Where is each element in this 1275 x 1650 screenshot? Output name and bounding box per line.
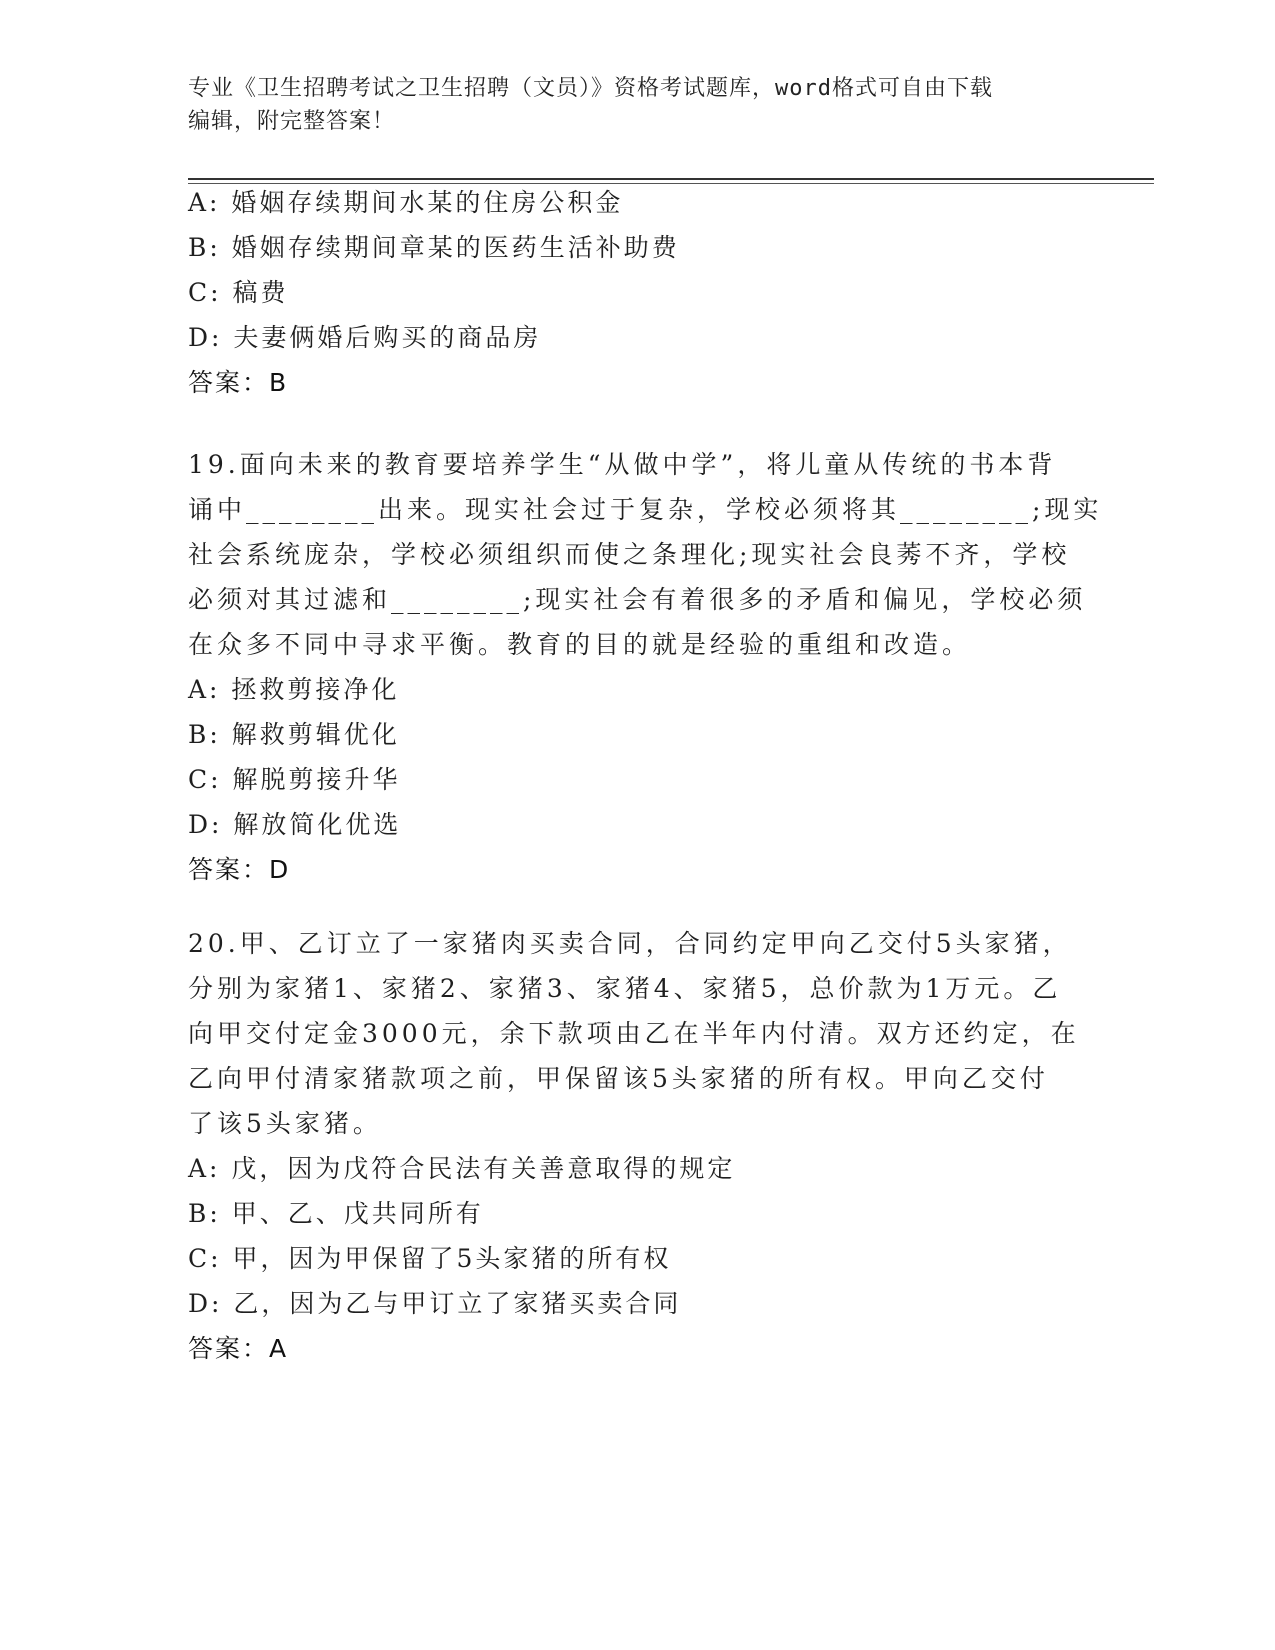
q19-stem-line-4: 必须对其过滤和________;现实社会有着很多的矛盾和偏见，学校必须	[188, 585, 1087, 614]
q20-option-b: B: 甲、乙、戊共同所有	[188, 1199, 484, 1228]
q19-answer: 答案：D	[188, 855, 291, 884]
q20-option-d: D: 乙，因为乙与甲订立了家猪买卖合同	[188, 1289, 682, 1318]
header-line-2: 编辑，附完整答案！	[188, 109, 396, 134]
q20-option-c: C: 甲，因为甲保留了5头家猪的所有权	[188, 1244, 672, 1273]
q20-stem-line-3: 向甲交付定金3000元，余下款项由乙在半年内付清。双方还约定，在	[188, 1019, 1080, 1048]
q19-option-b: B: 解救剪辑优化	[188, 720, 400, 749]
question-20	[188, 921, 1088, 1371]
header-line-1: 专业《卫生招聘考试之卫生招聘（文员）》资格考试题库，word格式可自由下载	[188, 76, 993, 101]
q19-stem	[188, 442, 1103, 667]
q18-option-d: D: 夫妻俩婚后购买的商品房	[188, 323, 542, 352]
q20-answer: 答案：A	[188, 1334, 289, 1363]
q19-stem-line-5: 在众多不同中寻求平衡。教育的目的就是经验的重组和改造。	[188, 630, 972, 659]
q19-option-d: D: 解放简化优选	[188, 810, 402, 839]
q18-answer: 答案：B	[188, 368, 289, 397]
document-header	[188, 72, 1088, 138]
q20-stem-line-1: 20.甲、乙订立了一家猪肉买卖合同，合同约定甲向乙交付5头家猪，	[188, 929, 1072, 958]
question-18	[188, 180, 1088, 405]
q20-option-a: A: 戊，因为戊符合民法有关善意取得的规定	[188, 1154, 736, 1183]
q20-stem-line-2: 分别为家猪1、家猪2、家猪3、家猪4、家猪5，总价款为1万元。乙	[188, 974, 1062, 1003]
q20-stem-line-5: 了该5头家猪。	[188, 1109, 382, 1138]
q19-stem-line-1: 19.面向未来的教育要培养学生“从做中学”，将儿童从传统的书本背	[188, 450, 1057, 479]
q18-option-c: C: 稿费	[188, 278, 289, 307]
q18-option-b: B: 婚姻存续期间章某的医药生活补助费	[188, 233, 680, 262]
question-19	[188, 442, 1103, 892]
q19-option-c: C: 解脱剪接升华	[188, 765, 401, 794]
q19-stem-line-2: 诵中________出来。现实社会过于复杂，学校必须将其________;现实	[188, 495, 1103, 524]
q20-stem-line-4: 乙向甲付清家猪款项之前，甲保留该5头家猪的所有权。甲向乙交付	[188, 1064, 1049, 1093]
q20-stem	[188, 921, 1088, 1146]
q19-stem-line-3: 社会系统庞杂，学校必须组织而使之条理化;现实社会良莠不齐，学校	[188, 540, 1071, 569]
q19-option-a: A: 拯救剪接净化	[188, 675, 400, 704]
q18-option-a: A: 婚姻存续期间水某的住房公积金	[188, 188, 624, 217]
